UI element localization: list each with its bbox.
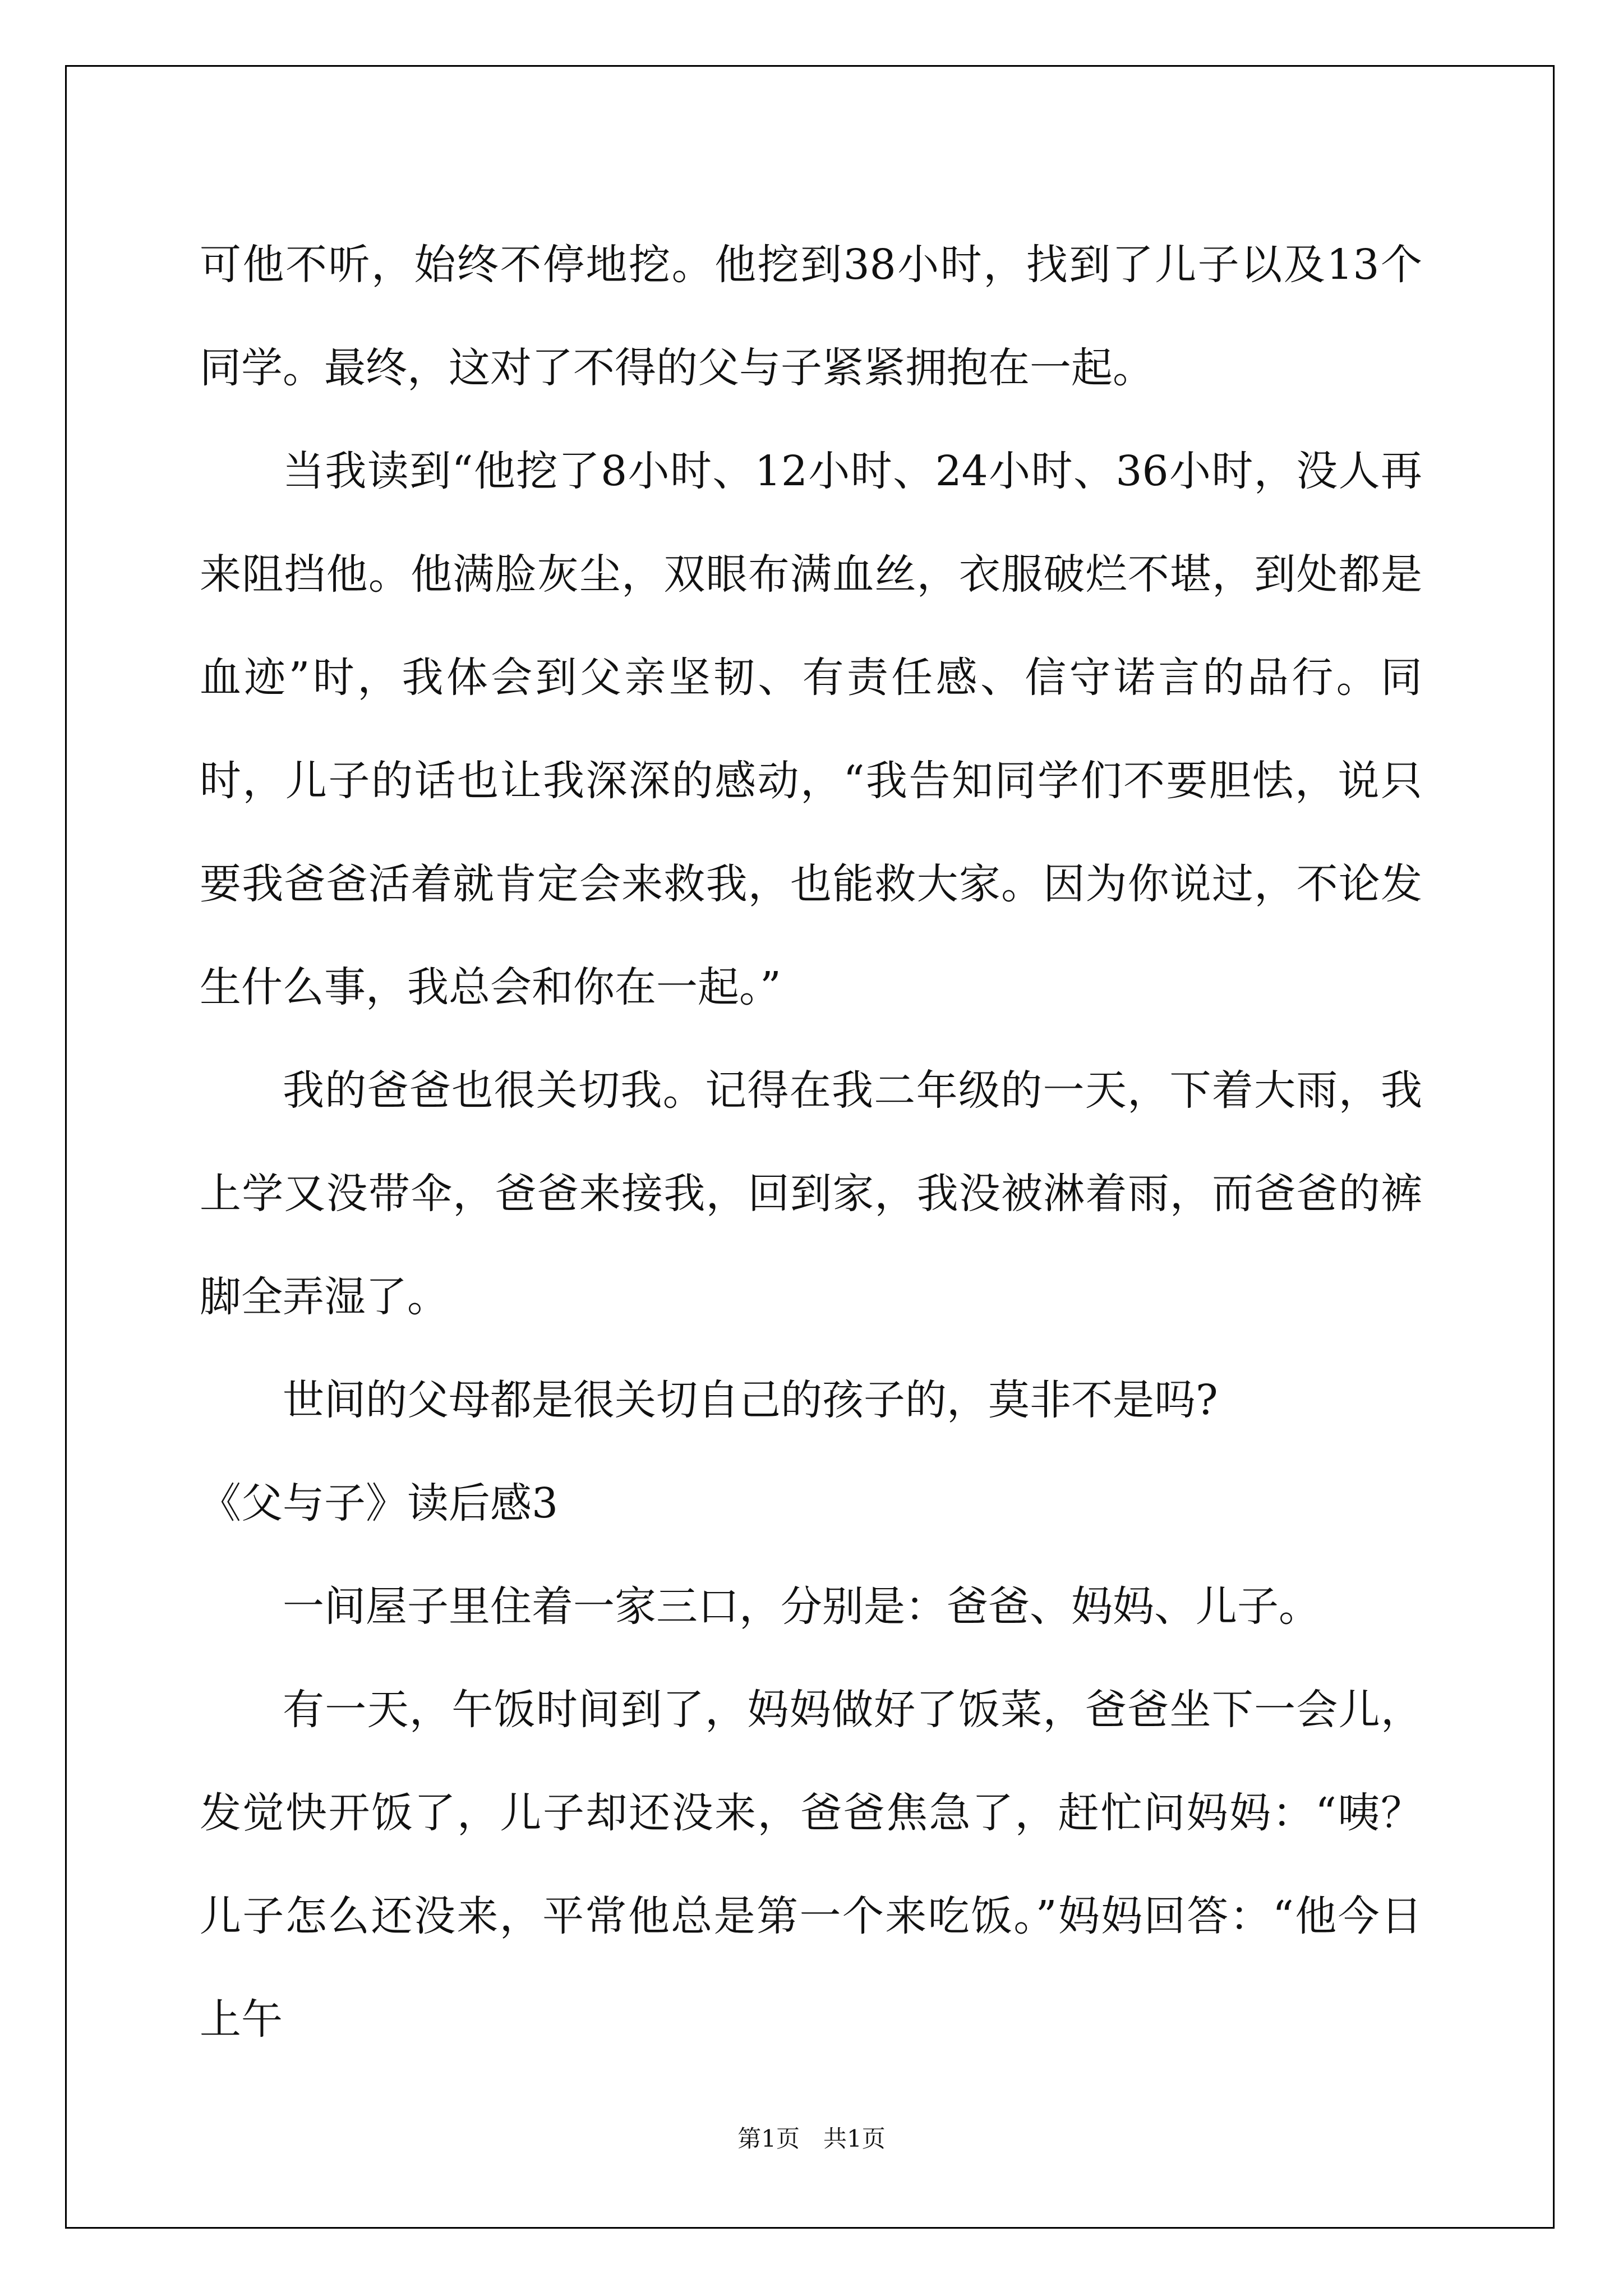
page-footer: 第1页 共1页: [737, 2125, 886, 2152]
section-heading: 《父与子》读后感3: [200, 1479, 559, 1527]
document-body: [200, 213, 1422, 2071]
paragraph: 有一天，午饭时间到了，妈妈做好了饭菜，爸爸坐下一会儿，发觉快开饭了，儿子却还没来，爸爸焦急了，赶忙问妈妈：“咦？儿子怎么还没来，平常他总是第一个来吃饭。”妈妈回答：“他今日上午: [200, 1686, 1422, 2044]
paragraph: 我的爸爸也很关切我。记得在我二年级的一天，下着大雨，我上学又没带伞，爸爸来接我，回到家，我没被淋着雨，而爸爸的裤脚全弄湿了。: [200, 1066, 1422, 1321]
paragraph: 世间的父母都是很关切自己的孩子的，莫非不是吗?: [283, 1376, 1218, 1424]
paragraph: 一间屋子里住着一家三口，分别是：爸爸、妈妈、儿子。: [283, 1582, 1320, 1631]
paragraph: 当我读到“他挖了8小时、12小时、24小时、36小时，没人再来阻挡他。他满脸灰尘，双眼布满血丝，衣服破烂不堪，到处都是血迹”时，我体会到父亲坚韧、有责任感、信守诺言的品行。同时，儿子的话也让我深深的感动，“我告知同学们不要胆怯，说只要我爸爸活着就肯定会来救我，也能救大家。因为你说过，不论发生什么事，我总会和你在一起。”: [200, 447, 1422, 1011]
paragraph: 可他不听，始终不停地挖。他挖到38小时，找到了儿子以及13个同学。最终，这对了不得的父与子紧紧拥抱在一起。: [200, 241, 1422, 392]
